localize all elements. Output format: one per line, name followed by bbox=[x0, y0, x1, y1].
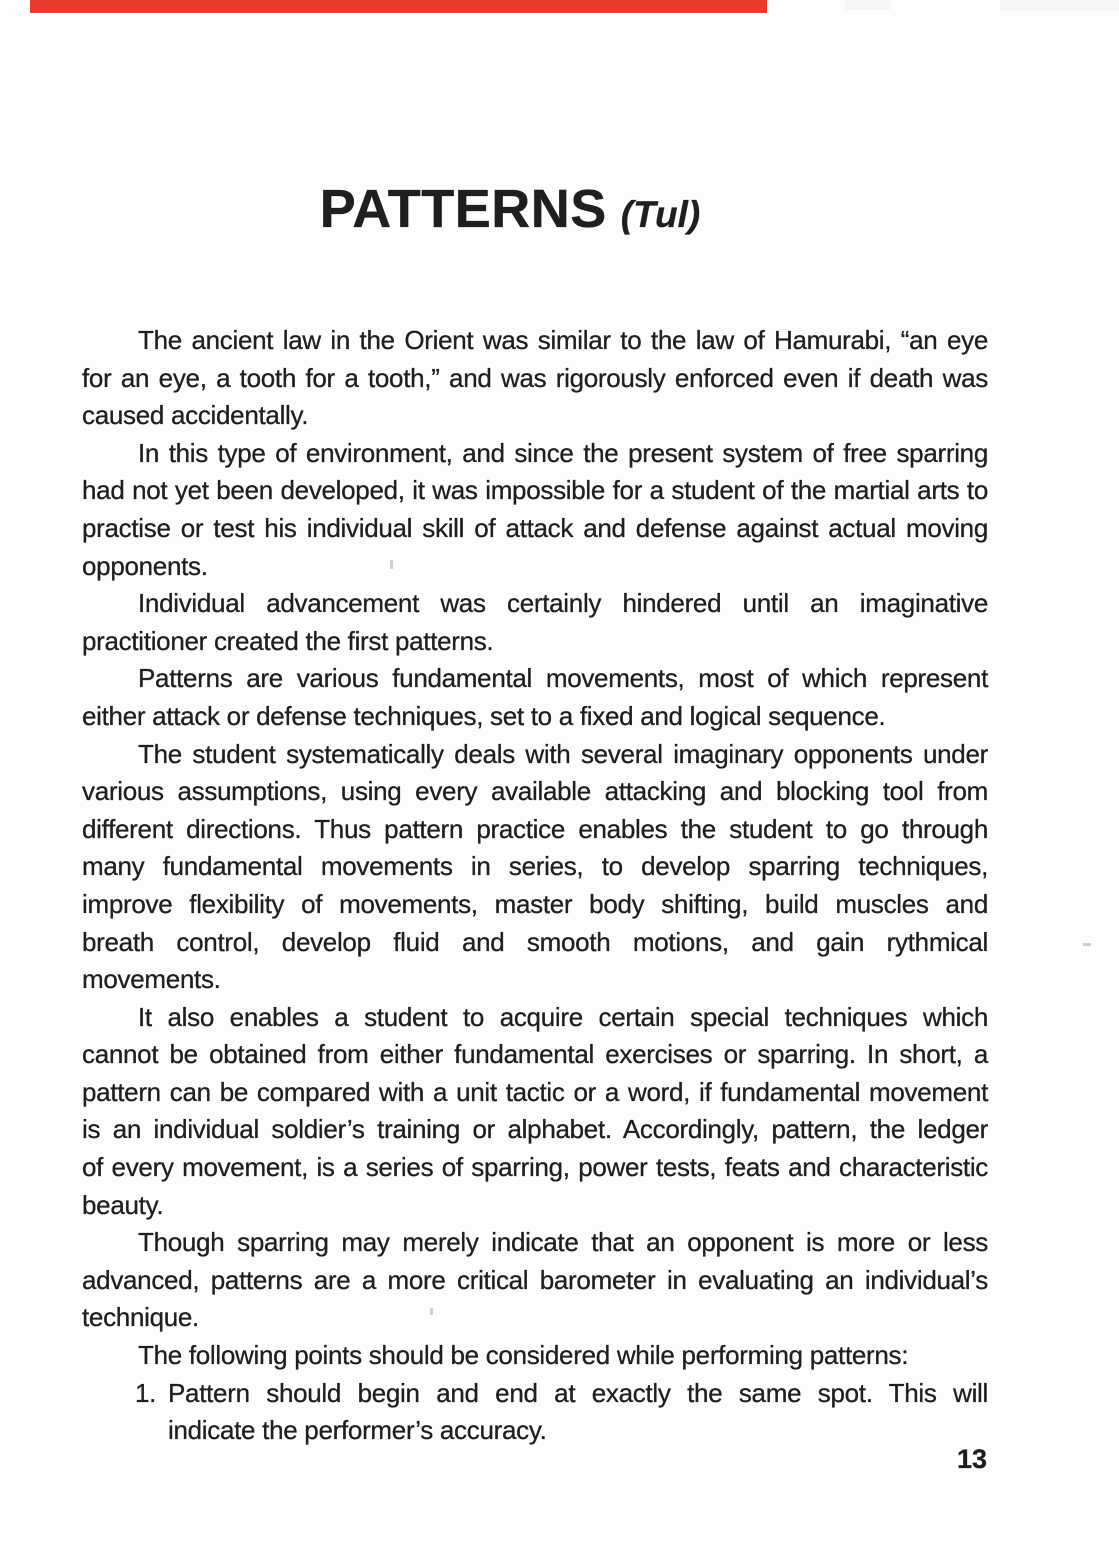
text-line: movements. bbox=[82, 964, 221, 995]
text-line: various assumptions, using every available attacking and blocking tool from bbox=[82, 776, 988, 807]
paragraph bbox=[82, 585, 988, 660]
body-text bbox=[82, 322, 988, 1450]
text-line: practitioner created the first patterns. bbox=[82, 625, 494, 656]
text-line: different directions. Thus pattern practice enables the student to go through bbox=[82, 813, 988, 844]
text-line: Individual advancement was certainly hindered until an imaginative bbox=[138, 588, 988, 619]
paragraph bbox=[82, 322, 988, 435]
page-title bbox=[57, 176, 963, 256]
scan-smudge bbox=[845, 0, 890, 10]
list-item bbox=[82, 1375, 988, 1450]
paragraph bbox=[82, 1337, 988, 1375]
text-line: Though sparring may merely indicate that an opponent is more or less bbox=[138, 1227, 988, 1258]
text-line: pattern can be compared with a unit tactic or a word, if fundamental movement bbox=[82, 1076, 988, 1107]
text-line: improve flexibility of movements, master body shifting, build muscles and bbox=[82, 888, 988, 919]
text-line: breath control, develop fluid and smooth motions, and gain rythmical bbox=[82, 926, 988, 957]
paragraph bbox=[82, 1224, 988, 1337]
text-line: is an individual soldier’s training or alphabet. Accordingly, pattern, the ledger bbox=[82, 1114, 988, 1145]
scan-speckle bbox=[1083, 943, 1091, 946]
text-line: indicate the performer’s accuracy. bbox=[168, 1415, 547, 1446]
paragraph bbox=[82, 435, 988, 585]
red-top-bar bbox=[30, 0, 767, 13]
text-line: Patterns are various fundamental movements, most of which represent bbox=[138, 663, 988, 694]
text-line: The following points should be considered while performing patterns: bbox=[138, 1340, 909, 1371]
page-number: 13 bbox=[956, 1444, 987, 1474]
text-line: Pattern should begin and end at exactly the same spot. This will bbox=[168, 1377, 988, 1408]
text-line: either attack or defense techniques, set to a fixed and logical sequence. bbox=[82, 700, 886, 731]
text-line: technique. bbox=[82, 1302, 199, 1333]
text-line: The student systematically deals with several imaginary opponents under bbox=[138, 738, 988, 769]
scan-smudge bbox=[1000, 0, 1119, 11]
text-line: many fundamental movements in series, to develop sparring techniques, bbox=[82, 851, 988, 882]
text-line: of every movement, is a series of sparring, power tests, feats and characteristic bbox=[82, 1152, 988, 1183]
title-annotation: (Tul) bbox=[620, 194, 701, 235]
text-line: opponents. bbox=[82, 550, 208, 581]
paragraph bbox=[82, 736, 988, 999]
paragraph bbox=[82, 660, 988, 735]
list-item-marker: 1. bbox=[135, 1377, 157, 1408]
title-text: PATTERNS bbox=[319, 179, 607, 239]
text-line: The ancient law in the Orient was similar to the law of Hamurabi, “an eye bbox=[138, 325, 988, 355]
text-line: for an eye, a tooth for a tooth,” and was rigorously enforced even if death was bbox=[82, 362, 988, 393]
text-line: caused accidentally. bbox=[82, 400, 309, 431]
paragraph bbox=[82, 999, 988, 1225]
text-line: beauty. bbox=[82, 1189, 164, 1220]
text-line: advanced, patterns are a more critical barometer in evaluating an individual’s bbox=[82, 1264, 988, 1295]
text-line: It also enables a student to acquire certain special techniques which bbox=[138, 1001, 988, 1032]
text-line: had not yet been developed, it was impossible for a student of the martial arts to bbox=[82, 475, 988, 506]
text-line: In this type of environment, and since the present system of free sparring bbox=[138, 437, 988, 468]
text-line: practise or test his individual skill of attack and defense against actual moving bbox=[82, 512, 988, 543]
text-line: cannot be obtained from either fundamental exercises or sparring. In short, a bbox=[82, 1039, 988, 1070]
